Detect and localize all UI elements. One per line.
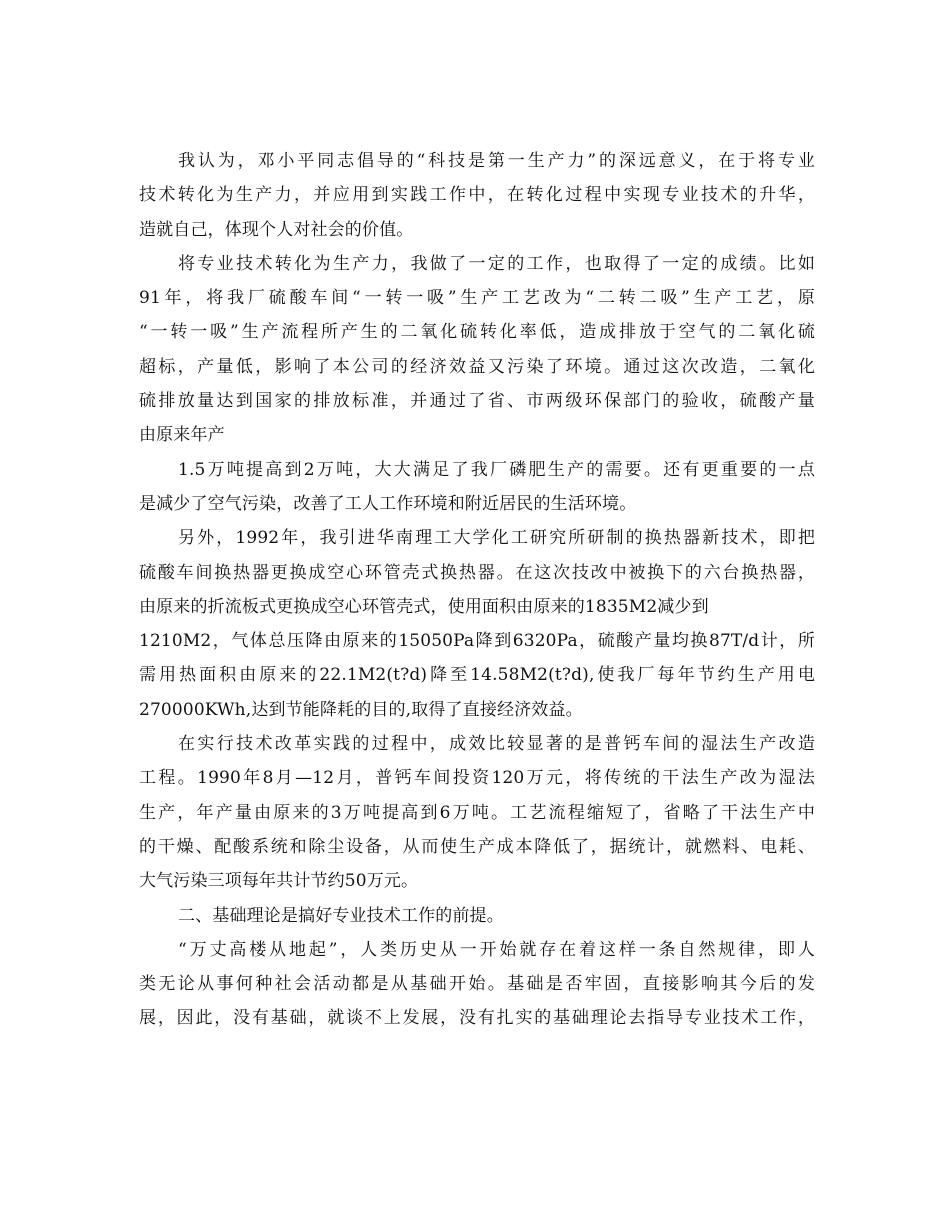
text-line: 在实行技术改革实践的过程中，成效比较显著的是普钙车间的湿法生产改造 bbox=[178, 734, 815, 755]
text-line: 工程。1990年8月—12月，普钙车间投资120万元，将传统的干法生产改为湿法 bbox=[139, 768, 815, 789]
text-line: 生产，年产量由原来的3万吨提高到6万吨。工艺流程缩短了，省略了干法生产中 bbox=[139, 802, 815, 823]
text-line: 超标，产量低，影响了本公司的经济效益又污染了环境。通过这次改造，二氧化 bbox=[139, 356, 815, 377]
text-line: 二、基础理论是搞好专业技术工作的前提。 bbox=[178, 905, 504, 926]
text-line: 造就自己，体现个人对社会的价值。 bbox=[139, 219, 414, 240]
text-line: 硫酸车间换热器更换成空心环管壳式换热器。在这次技改中被换下的六台换热器， bbox=[139, 562, 815, 583]
text-line: 的干燥、配酸系统和除尘设备，从而使生产成本降低了，据统计，就燃料、电耗、 bbox=[139, 836, 815, 857]
text-line: 91年，将我厂硫酸车间“一转一吸”生产工艺改为“二转二吸”生产工艺，原 bbox=[139, 288, 815, 309]
text-line: 270000KWh,达到节能降耗的目的,取得了直接经济效益。 bbox=[139, 699, 583, 720]
text-line: 将专业技术转化为生产力，我做了一定的工作，也取得了一定的成绩。比如 bbox=[178, 253, 815, 274]
text-line: 是减少了空气污染，改善了工人工作环境和附近居民的生活环境。 bbox=[139, 493, 637, 514]
text-line: 需用热面积由原来的22.1M2(t?d)降至14.58M2(t?d),使我厂每年节约生产用电 bbox=[139, 665, 815, 686]
text-line: 大气污染三项每年共计节约50万元。 bbox=[139, 871, 419, 892]
text-line: 由原来的折流板式更换成空心环管壳式，使用面积由原来的1835M2减少到 bbox=[139, 596, 709, 617]
text-line: 我认为，邓小平同志倡导的“科技是第一生产力”的深远意义，在于将专业 bbox=[178, 151, 815, 171]
text-line: 1.5万吨提高到2万吨，大大满足了我厂磷肥生产的需要。还有更重要的一点 bbox=[178, 459, 815, 480]
document-body bbox=[139, 144, 815, 1036]
text-line: 1210M2，气体总压降由原来的15050Pa降到6320Pa，硫酸产量均换87T/d计，所 bbox=[139, 631, 815, 652]
text-line: 技术转化为生产力，并应用到实践工作中，在转化过程中实现专业技术的升华， bbox=[139, 185, 815, 206]
text-line: 类无论从事何种社会活动都是从基础开始。基础是否牢固，直接影响其今后的发 bbox=[139, 974, 815, 995]
text-line: 展，因此，没有基础，就谈不上发展，没有扎实的基础理论去指导专业技术工作， bbox=[139, 1008, 815, 1029]
text-line: “万丈高楼从地起”，人类历史从一开始就存在着这样一条自然规律，即人 bbox=[178, 939, 815, 960]
text-line: “一转一吸”生产流程所产生的二氧化硫转化率低，造成排放于空气的二氧化硫 bbox=[139, 322, 815, 343]
text-line: 另外，1992年，我引进华南理工大学化工研究所研制的换热器新技术，即把 bbox=[178, 528, 815, 549]
text-line: 硫排放量达到国家的排放标准，并通过了省、市两级环保部门的验收，硫酸产量 bbox=[139, 391, 815, 412]
text-line: 由原来年产 bbox=[139, 425, 225, 446]
